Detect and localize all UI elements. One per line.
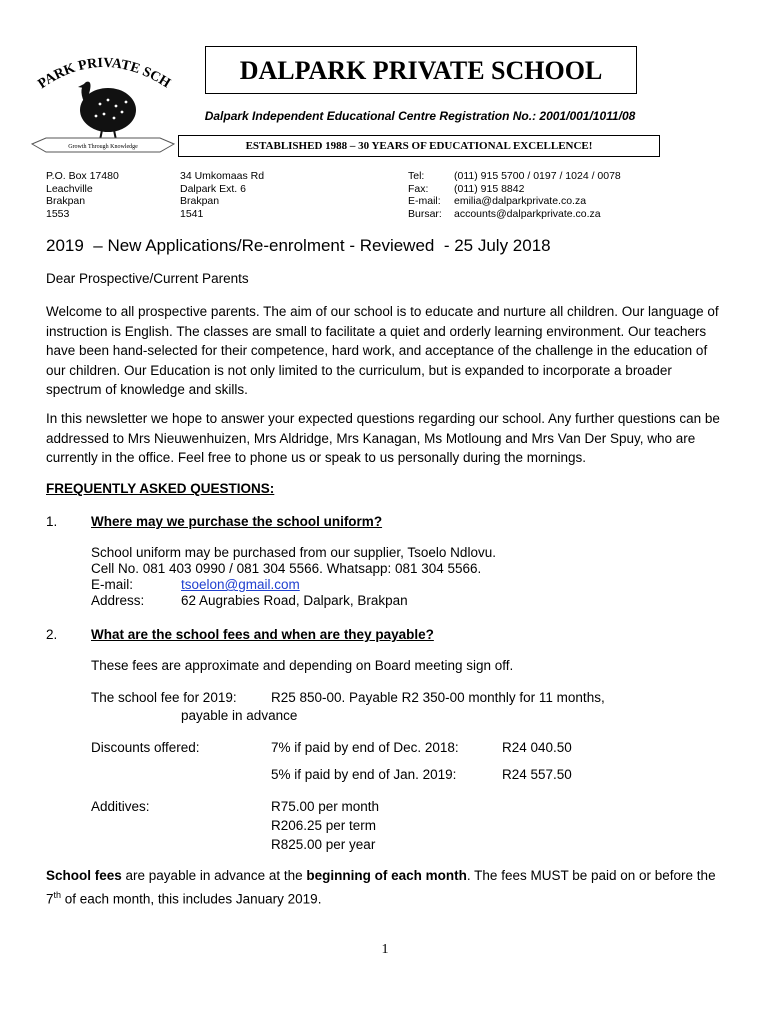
registration-number: Dalpark Independent Educational Centre Registration No.: 2001/001/1011/08: [204, 109, 636, 123]
contact-label: Bursar:: [408, 207, 442, 220]
physical-line: 34 Umkomaas Rd: [180, 170, 265, 182]
fee-value: R25 850-00. Payable R2 350-00 monthly for 11 months,: [271, 690, 605, 705]
postal-address: [46, 170, 119, 220]
q1-number: 1.: [46, 514, 58, 529]
ordinal-suffix: th: [53, 889, 62, 900]
physical-line: Brakpan: [180, 195, 220, 207]
additive-yearly: R825.00 per year: [271, 837, 376, 852]
contact-fax: (011) 915 8842: [454, 182, 525, 195]
contact-email[interactable]: emilia@dalparkprivate.co.za: [454, 195, 587, 207]
postal-line: 1553: [46, 207, 70, 220]
q2-intro: These fees are approximate and depending on Board meeting sign off.: [91, 658, 514, 673]
q2-question: What are the school fees and when are they payable?: [91, 627, 434, 642]
welcome-paragraph: Welcome to all prospective parents. The aim of our school is to educate and nurture all children. Our language of instruction is English. The classes are small to facilitate a quiet and orderly learning environment. Our teachers have been hand-selected for their competence, hard work, and acceptance of the challenge in the education of our children. Our Education is not only limited to the curriculum, but is expanded to incorporate a broader spectrum of knowledge and skills.: [46, 304, 719, 397]
fees-bold: School fees: [46, 868, 122, 883]
q1-address-value: 62 Augrabies Road, Dalpark, Brakpan: [181, 593, 408, 608]
month-bold: beginning of each month: [306, 868, 467, 883]
page-number: 1: [381, 942, 389, 957]
postal-line: Leachville: [46, 182, 93, 195]
newsletter-paragraph: In this newsletter we hope to answer your expected questions regarding our school. Any further questions can be addressed to Mrs Nieuwenhuizen, Mrs Aldridge, Mrs Kanagan, Ms Motloung and Mrs Van Der Spuy, who are currently in the office. Feel free to phone us or speak to us personally during the mornings.: [46, 411, 720, 465]
q1-email-link[interactable]: tsoelon@gmail.com: [181, 577, 300, 592]
logo-motto: Growth Through Knowledge: [68, 144, 138, 150]
greeting: Dear Prospective/Current Parents: [46, 271, 249, 286]
discount2-text: 5% if paid by end of Jan. 2019:: [271, 767, 457, 782]
contact-label: Fax:: [408, 182, 429, 195]
discount2-amount: R24 557.50: [502, 767, 572, 782]
fees-text: of each month, this includes January 2019.: [61, 891, 322, 906]
q1-phone: Cell No. 081 403 0990 / 081 304 5566. Whatsapp: 081 304 5566.: [91, 561, 482, 576]
contact-tel: (011) 915 5700 / 0197 / 1024 / 0078: [454, 170, 621, 182]
additives-label: Additives:: [91, 799, 150, 814]
established-banner: ESTABLISHED 1988 – 30 YEARS OF EDUCATIONAL EXCELLENCE!: [178, 135, 660, 157]
guinea-fowl-icon: [78, 82, 136, 140]
discount1-text: 7% if paid by end of Dec. 2018:: [271, 740, 459, 755]
fees-text: . The fees MUST be paid on or before the 7: [46, 868, 716, 906]
fee-value-cont: payable in advance: [181, 708, 298, 723]
school-logo: [28, 44, 178, 164]
contact-labels: [408, 170, 442, 220]
q1-question: Where may we purchase the school uniform?: [91, 514, 383, 529]
contact-label: E-mail:: [408, 195, 441, 207]
additive-term: R206.25 per term: [271, 818, 377, 833]
physical-line: 1541: [180, 207, 204, 220]
contact-values: [454, 170, 621, 220]
discount-label: Discounts offered:: [91, 740, 200, 755]
logo-text: PARK PRIVATE SCH: [35, 55, 173, 93]
q1-address-label: Address:: [91, 593, 145, 608]
q1-email-label: E-mail:: [91, 577, 134, 592]
q1-supplier: School uniform may be purchased from our supplier, Tsoelo Ndlovu.: [91, 545, 496, 560]
contact-label: Tel:: [408, 170, 425, 182]
school-fees-note: [46, 866, 730, 909]
postal-line: P.O. Box 17480: [46, 170, 119, 182]
newsletter-heading: 2019 – New Applications/Re-enrolment - Reviewed - 25 July 2018: [46, 236, 551, 255]
fee-label: The school fee for 2019:: [91, 690, 237, 705]
page-title: DALPARK PRIVATE SCHOOL: [205, 46, 637, 94]
physical-line: Dalpark Ext. 6: [180, 182, 246, 195]
postal-line: Brakpan: [46, 195, 86, 207]
physical-address: [180, 170, 264, 220]
discount1-amount: R24 040.50: [502, 740, 572, 755]
contact-bursar-email[interactable]: accounts@dalparkprivate.co.za: [454, 207, 601, 220]
faq-title: FREQUENTLY ASKED QUESTIONS:: [46, 481, 275, 496]
q2-number: 2.: [46, 627, 58, 642]
additive-monthly: R75.00 per month: [271, 799, 380, 814]
fees-text: are payable in advance at the: [121, 868, 307, 883]
